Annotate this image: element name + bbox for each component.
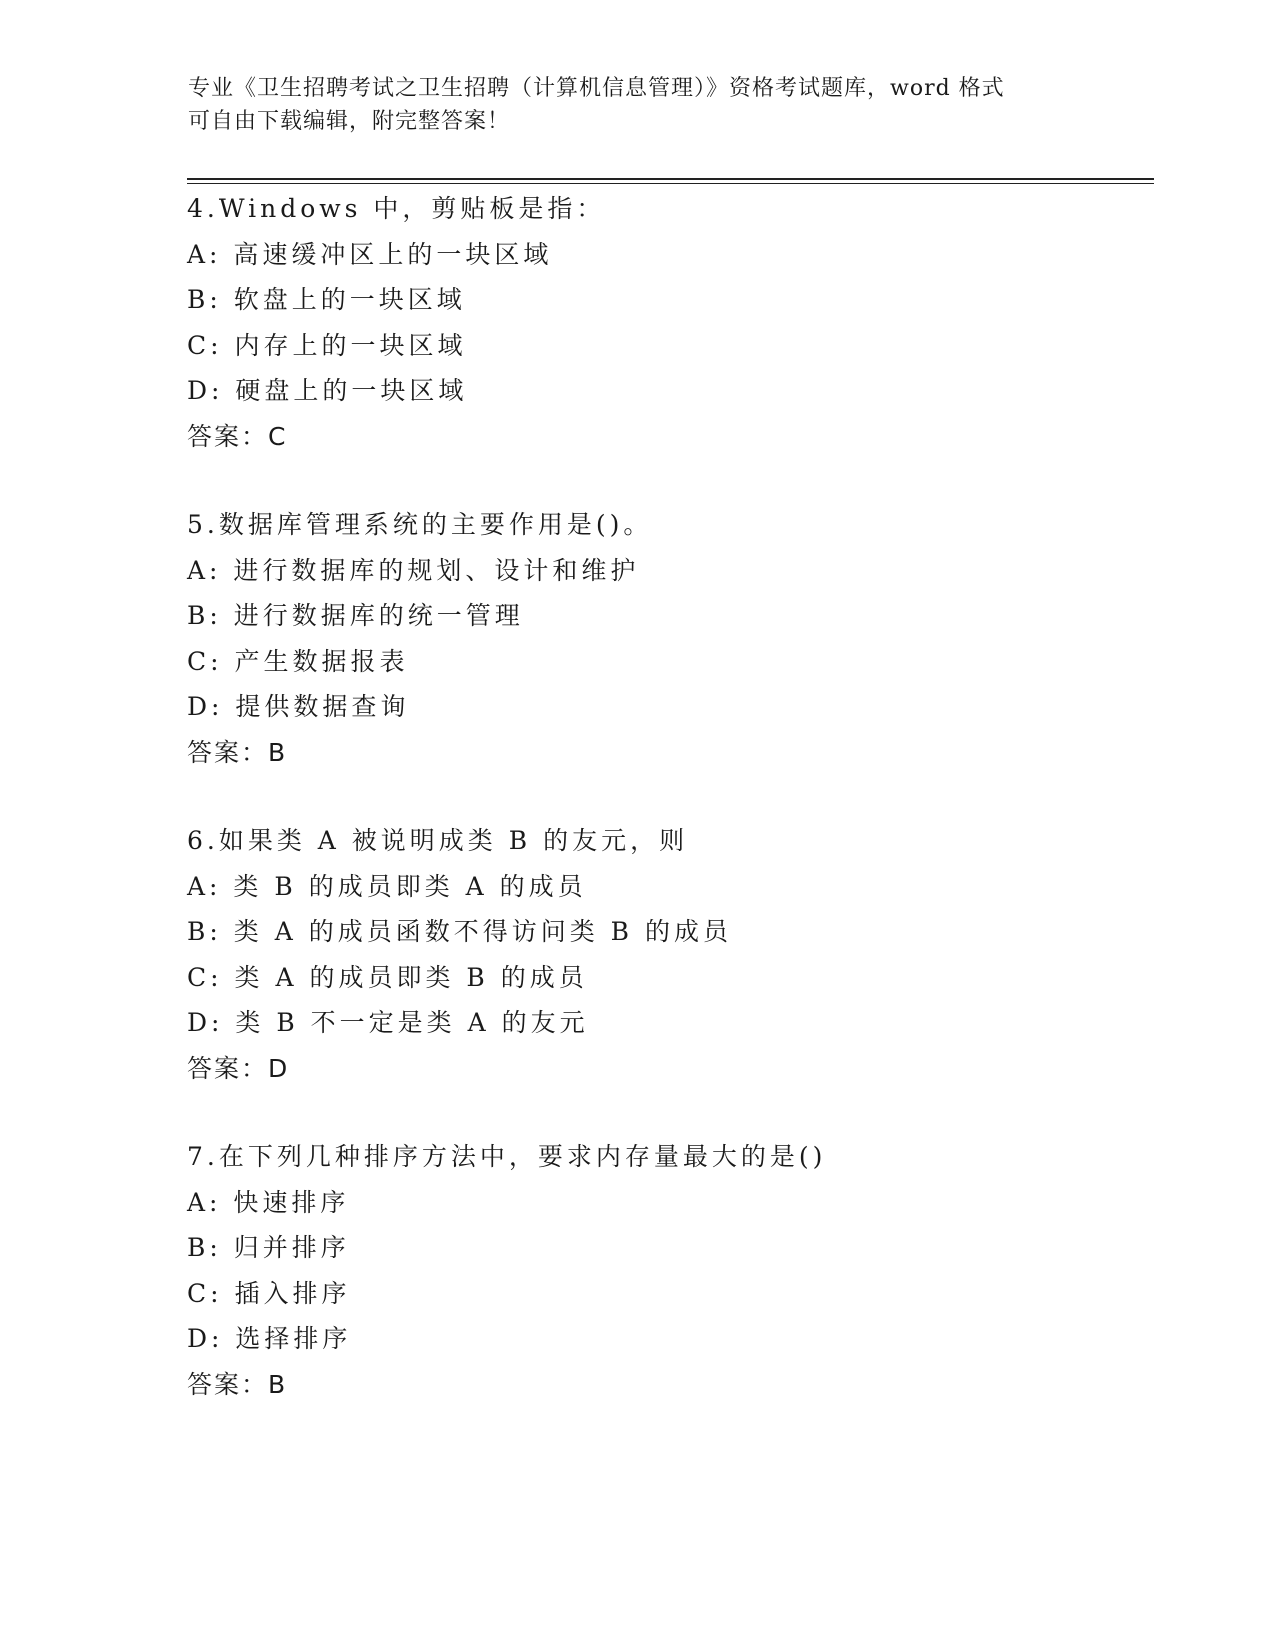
header-line-1: 专业《卫生招聘考试之卫生招聘（计算机信息管理）》资格考试题库，word 格式: [188, 76, 1005, 101]
option-c: C: 内存上的一块区域: [187, 330, 467, 360]
question-block: [187, 502, 1167, 775]
option-d: D: 硬盘上的一块区域: [187, 376, 468, 405]
question-block: [187, 1134, 1167, 1407]
option-b: B: 软盘上的一块区域: [187, 285, 466, 314]
option-a: A: 高速缓冲区上的一块区域: [187, 239, 553, 269]
header-line-2: 可自由下载编辑，附完整答案！: [188, 109, 511, 134]
option-a: A: 快速排序: [187, 1187, 350, 1217]
question-block: [187, 818, 1167, 1091]
option-c: C: 插入排序: [187, 1278, 351, 1308]
option-b: B: 类 A 的成员函数不得访问类 B 的成员: [187, 917, 732, 946]
question-stem: 4.Windows 中，剪贴板是指：: [187, 194, 606, 223]
header-divider-thin: [187, 183, 1154, 184]
document-header: [188, 72, 1088, 138]
option-d: D: 类 B 不一定是类 A 的友元: [187, 1008, 589, 1037]
option-a: A: 类 B 的成员即类 A 的成员: [187, 871, 587, 901]
option-d: D: 选择排序: [187, 1324, 352, 1353]
answer-line: 答案：B: [187, 1369, 288, 1399]
question-stem: 5.数据库管理系统的主要作用是()。: [187, 510, 653, 539]
option-d: D: 提供数据查询: [187, 692, 410, 721]
option-b: B: 归并排序: [187, 1233, 350, 1262]
answer-line: 答案：B: [187, 737, 288, 767]
option-a: A: 进行数据库的规划、设计和维护: [187, 555, 640, 585]
option-b: B: 进行数据库的统一管理: [187, 601, 524, 630]
option-c: C: 产生数据报表: [187, 646, 409, 676]
answer-line: 答案：D: [187, 1053, 290, 1083]
question-stem: 6.如果类 A 被说明成类 B 的友元，则: [187, 826, 689, 855]
question-block: [187, 186, 1167, 459]
answer-line: 答案：C: [187, 421, 288, 451]
question-stem: 7.在下列几种排序方法中，要求内存量最大的是(): [187, 1142, 827, 1171]
option-c: C: 类 A 的成员即类 B 的成员: [187, 962, 588, 992]
header-divider-thick: [187, 178, 1154, 180]
